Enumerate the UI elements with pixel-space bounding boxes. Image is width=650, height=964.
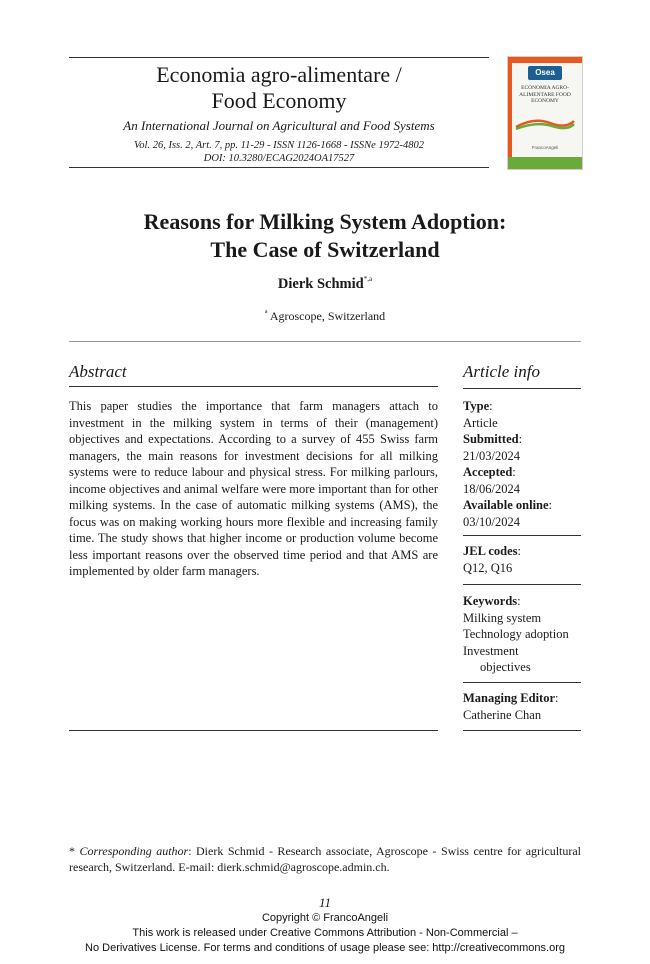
license-line2: No Derivatives License. For terms and conditions of usage please see: http://creativecommons.org	[85, 942, 565, 954]
journal-cover-image	[507, 56, 583, 170]
title-divider	[69, 341, 581, 342]
keywords-label: Keywords	[463, 594, 518, 608]
cover-bottom-band	[508, 157, 582, 169]
info-rule-3	[463, 682, 581, 683]
keyword-item: Technology adoption	[463, 627, 569, 641]
author-line	[40, 276, 610, 293]
online-row: Available online:	[463, 498, 553, 512]
author-marks: *,a	[363, 275, 373, 283]
journal-volume-line: Vol. 26, Iss. 2, Art. 7, pp. 11-29 - ISSN 1126-1668 - ISSNe 1972-4802	[134, 140, 424, 151]
cover-logo: Osea	[528, 66, 562, 80]
cover-top-band	[508, 57, 582, 63]
article-info-editor	[463, 690, 581, 723]
online-label: Available online	[463, 498, 549, 512]
keywords-row: Keywords:	[463, 594, 521, 608]
cover-publisher: FrancoAngeli	[531, 145, 559, 150]
footnote-text: : Dierk Schmid - Research associate, Agroscope - Swiss centre for agricultural research, Switzerland. E-mail: dierk.schmid@agroscope.admin.ch.	[69, 844, 582, 874]
header-bottom-rule	[69, 167, 489, 168]
abstract-bottom-rule	[69, 730, 438, 731]
affiliation-text: Agroscope, Switzerland	[269, 309, 386, 323]
type-label: Type	[463, 399, 490, 413]
journal-subtitle: An International Journal on Agricultural and Food Systems	[123, 118, 435, 133]
paper-title-line2: The Case of Switzerland	[210, 237, 440, 262]
editor-value: Catherine Chan	[463, 707, 542, 722]
journal-doi-line: DOI: 10.3280/ECAG2024OA17527	[203, 153, 355, 164]
jel-label: JEL codes	[463, 544, 518, 558]
accepted-label: Accepted	[463, 465, 513, 479]
info-rule-4	[463, 730, 581, 731]
journal-title-line2: Food Economy	[211, 88, 347, 113]
editor-row: Managing Editor:	[463, 691, 559, 705]
cover-swoosh-graphic	[514, 115, 576, 131]
page-number: 11	[318, 895, 332, 910]
editor-label: Managing Editor	[463, 691, 556, 705]
cover-side-band	[508, 57, 512, 169]
article-info-heading-rule	[463, 388, 581, 389]
jel-row: JEL codes:	[463, 544, 522, 558]
accepted-value: 18/06/2024	[463, 481, 520, 496]
info-rule-1	[463, 535, 581, 536]
footnote-label: Corresponding author	[79, 844, 189, 858]
online-value: 03/10/2024	[463, 514, 520, 529]
footnote-mark: *	[69, 844, 75, 858]
corresponding-author-footnote	[69, 843, 581, 875]
journal-volume-info	[70, 139, 488, 165]
journal-title-line1: Economia agro-alimentare /	[156, 62, 402, 87]
affiliation-mark: a	[264, 309, 268, 315]
article-info-keywords	[463, 593, 581, 676]
author-name: Dierk Schmid	[277, 276, 364, 292]
abstract-heading: Abstract	[69, 362, 127, 381]
license-line1: This work is released under Creative Commons Attribution - Non-Commercial –	[132, 927, 518, 939]
article-info-dates	[463, 398, 581, 530]
cover-title: ECONOMIA AGRO-ALIMENTARE FOOD ECONOMY	[519, 85, 571, 104]
keyword-item: Investment	[463, 643, 519, 658]
accepted-row: Accepted:	[463, 465, 516, 479]
info-rule-2	[463, 584, 581, 585]
header-top-rule	[69, 57, 489, 58]
jel-value: Q12, Q16	[463, 560, 513, 575]
submitted-label: Submitted	[463, 432, 519, 446]
abstract-heading-rule	[69, 386, 438, 387]
journal-title	[70, 62, 488, 114]
affiliation-line	[40, 309, 610, 324]
submitted-value: 21/03/2024	[463, 448, 520, 463]
type-value: Article	[463, 415, 498, 430]
article-info-jel	[463, 543, 581, 576]
article-info-heading: Article info	[463, 362, 540, 381]
keyword-item: Milking system	[463, 610, 542, 625]
paper-title-line1: Reasons for Milking System Adoption:	[143, 209, 507, 234]
copyright-line: Copyright © FrancoAngeli	[261, 912, 389, 924]
keyword-item: objectives	[480, 660, 531, 674]
type-row: Type:	[463, 399, 493, 413]
paper-title	[40, 208, 610, 264]
submitted-row: Submitted:	[463, 432, 523, 446]
abstract-paragraph: This paper studies the importance that farm managers attach to investment in the milking system in terms of their (management) objectives and expectations. According to a survey of 455 Swiss farm managers, the main reasons for investment decisions for all milking systems were to reduce labour and physical stress. For milking parlours, income objectives and animal welfare were more important than for other milking systems. In the case of automatic milking systems (AMS), the focus was on making working hours more flexible and increasing family time. The study shows that higher income or production volume become less important reasons over the observed time period and that AMS are implemented by older farm managers.	[69, 399, 438, 578]
license-footer	[0, 911, 650, 956]
abstract-body	[69, 398, 438, 580]
